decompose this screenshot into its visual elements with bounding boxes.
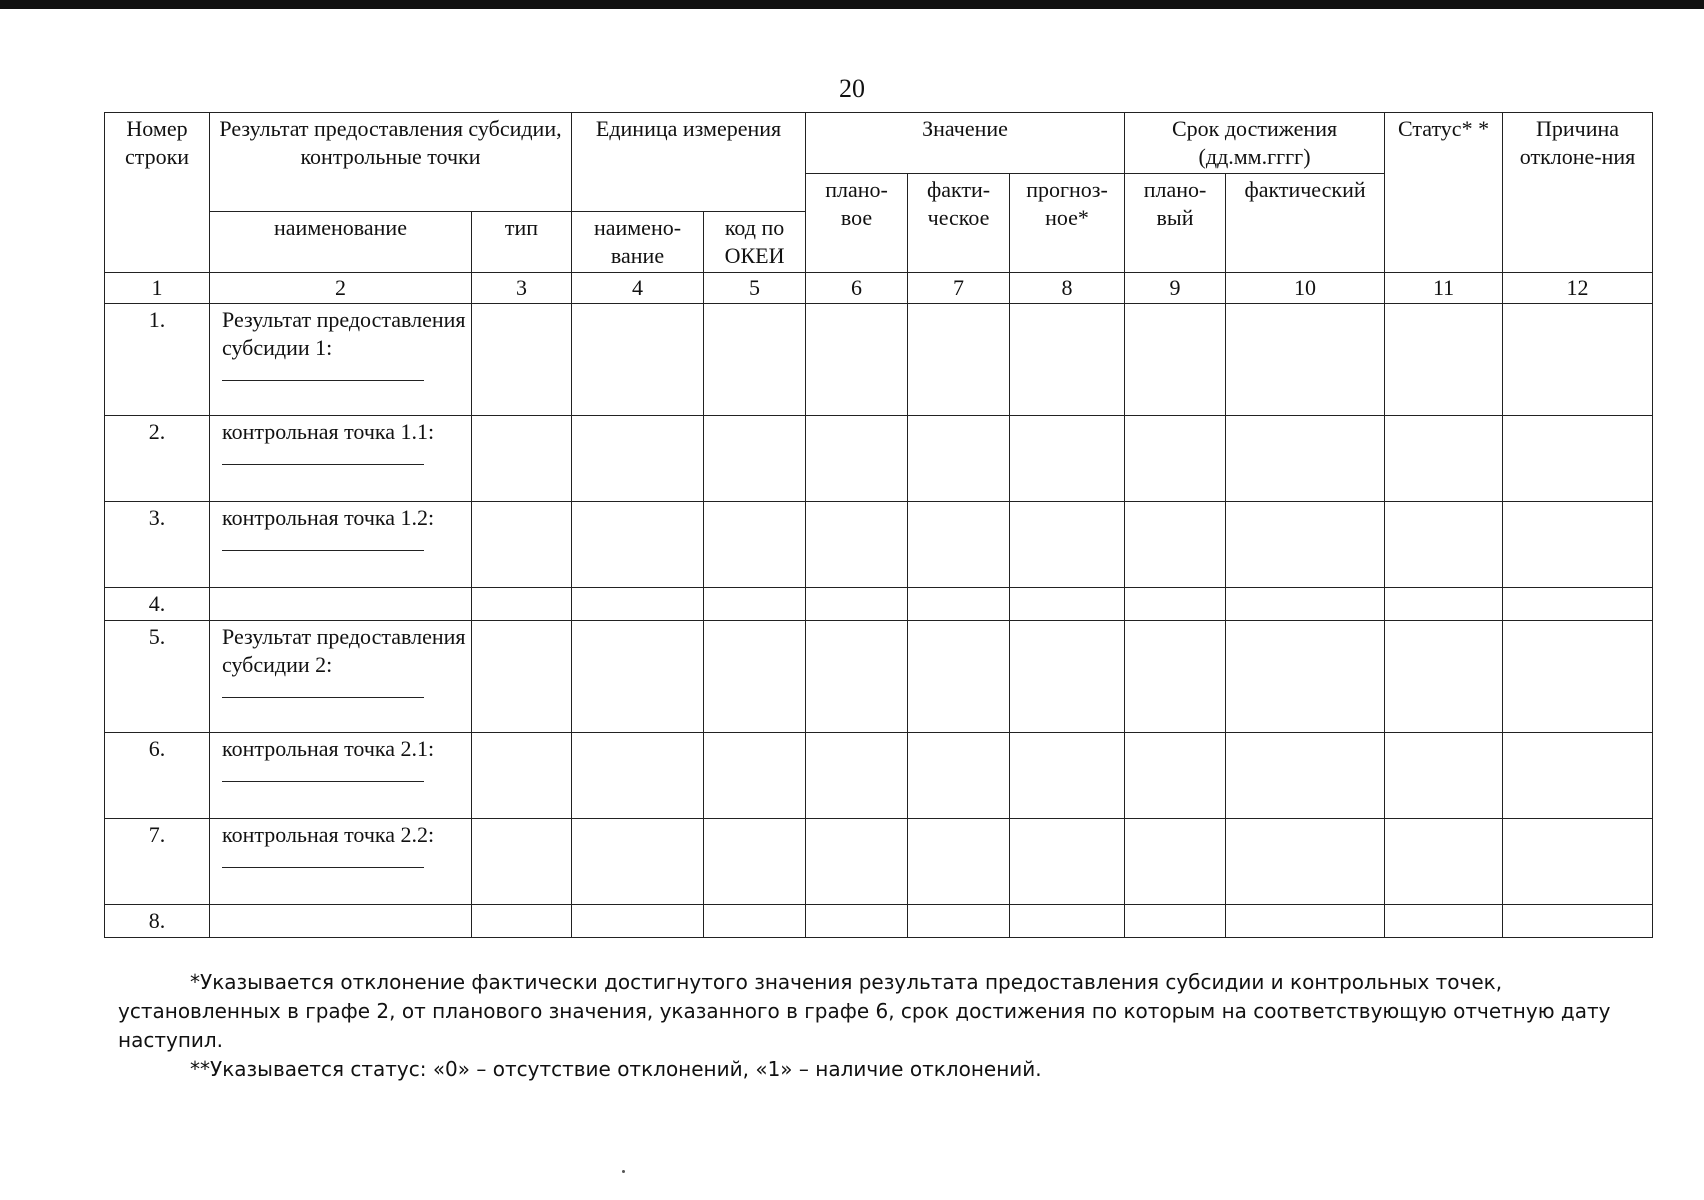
data-cell [1125, 905, 1226, 938]
data-cell [472, 304, 572, 416]
row-number: 8. [105, 905, 210, 938]
data-cell [1385, 819, 1503, 905]
data-cell [572, 502, 704, 588]
data-cell [1010, 621, 1125, 733]
row-label-cell [210, 621, 472, 733]
data-cell [908, 733, 1010, 819]
data-cell [1125, 588, 1226, 621]
row-label [210, 905, 472, 938]
data-cell [908, 416, 1010, 502]
row-label: Результат предоставления субсидии 1: [222, 307, 466, 360]
header-row-number: Номер строки [105, 113, 210, 273]
row-label-cell [210, 416, 472, 502]
data-cell [704, 905, 806, 938]
table-row [105, 588, 1653, 621]
header-unit: Единица измерения [572, 113, 806, 212]
column-number: 1 [105, 273, 210, 304]
data-cell [1226, 304, 1385, 416]
data-cell [1010, 416, 1125, 502]
footnotes [118, 968, 1654, 1084]
data-cell [908, 502, 1010, 588]
data-cell [704, 621, 806, 733]
header-reason: Причина отклоне-ния [1503, 113, 1653, 273]
header-result: Результат предоставления субсидии, контрольные точки [210, 113, 572, 212]
data-cell [1226, 621, 1385, 733]
footnote-deviation: *Указывается отклонение фактически достигнутого значения результата предоставления субсидии и контрольных точек, установленных в графе 2, от планового значения, указанного в графе 6, срок достижения по которым на соответствующую отчетную дату наступил. [118, 970, 1611, 1052]
data-cell [1385, 588, 1503, 621]
data-cell [1503, 304, 1653, 416]
data-cell [1226, 502, 1385, 588]
header-unit-name: наимено-вание [572, 212, 704, 273]
scan-speck [622, 1170, 625, 1173]
data-cell [1503, 819, 1653, 905]
column-number: 4 [572, 273, 704, 304]
data-cell [704, 819, 806, 905]
data-cell [1503, 621, 1653, 733]
data-cell [472, 621, 572, 733]
header-actual: факти-ческое [908, 174, 1010, 273]
data-cell [704, 416, 806, 502]
column-number: 5 [704, 273, 806, 304]
data-cell [806, 588, 908, 621]
data-cell [472, 819, 572, 905]
column-number: 6 [806, 273, 908, 304]
row-number: 2. [105, 416, 210, 502]
data-cell [806, 733, 908, 819]
header-forecast: прогноз-ное* [1010, 174, 1125, 273]
table-row [105, 416, 1653, 502]
data-cell [806, 819, 908, 905]
data-cell [1010, 502, 1125, 588]
data-cell [1503, 588, 1653, 621]
data-cell [806, 905, 908, 938]
data-cell [1010, 304, 1125, 416]
row-label: контрольная точка 1.1: [222, 419, 435, 444]
column-number: 2 [210, 273, 472, 304]
column-number: 7 [908, 273, 1010, 304]
data-cell [572, 733, 704, 819]
data-cell [1226, 819, 1385, 905]
table-row [105, 819, 1653, 905]
data-cell [1125, 819, 1226, 905]
results-table [104, 112, 1653, 938]
data-cell [1125, 304, 1226, 416]
data-cell [572, 588, 704, 621]
fill-in-line [222, 767, 424, 782]
data-cell [1226, 416, 1385, 502]
data-cell [704, 304, 806, 416]
data-cell [806, 621, 908, 733]
data-cell [1125, 621, 1226, 733]
data-cell [1125, 733, 1226, 819]
table-row [105, 621, 1653, 733]
data-cell [1503, 733, 1653, 819]
data-cell [1503, 416, 1653, 502]
row-label-cell [210, 502, 472, 588]
header-value: Значение [806, 113, 1125, 174]
header-deadline-planned: плано-вый [1125, 174, 1226, 273]
data-cell [908, 819, 1010, 905]
row-label: контрольная точка 2.1: [222, 736, 435, 761]
data-cell [908, 588, 1010, 621]
row-number: 6. [105, 733, 210, 819]
row-label: контрольная точка 1.2: [222, 505, 435, 530]
row-label-cell [210, 304, 472, 416]
data-cell [908, 905, 1010, 938]
row-number: 1. [105, 304, 210, 416]
row-label-cell [210, 819, 472, 905]
data-cell [472, 905, 572, 938]
data-cell [1385, 905, 1503, 938]
column-number: 11 [1385, 273, 1503, 304]
row-number: 5. [105, 621, 210, 733]
row-label: Результат предоставления субсидии 2: [222, 624, 466, 677]
data-cell [1503, 905, 1653, 938]
data-cell [1226, 588, 1385, 621]
table-row [105, 304, 1653, 416]
column-number: 12 [1503, 273, 1653, 304]
page-number: 20 [839, 74, 865, 103]
data-cell [806, 416, 908, 502]
data-cell [1385, 416, 1503, 502]
data-cell [704, 502, 806, 588]
data-cell [1010, 588, 1125, 621]
fill-in-line [222, 536, 424, 551]
row-label-cell [210, 733, 472, 819]
column-number: 9 [1125, 273, 1226, 304]
data-cell [1385, 621, 1503, 733]
data-cell [1010, 905, 1125, 938]
data-cell [572, 304, 704, 416]
fill-in-line [222, 366, 424, 381]
row-label [210, 588, 472, 621]
data-cell [572, 621, 704, 733]
fill-in-line [222, 450, 424, 465]
header-status: Статус* * [1385, 113, 1503, 273]
column-number: 10 [1226, 273, 1385, 304]
table-row [105, 502, 1653, 588]
data-cell [572, 905, 704, 938]
data-cell [1385, 304, 1503, 416]
data-cell [704, 588, 806, 621]
data-cell [1010, 819, 1125, 905]
header-okei: код по ОКЕИ [704, 212, 806, 273]
data-cell [1010, 733, 1125, 819]
scan-edge [0, 0, 1704, 9]
data-cell [572, 819, 704, 905]
data-cell [472, 416, 572, 502]
fill-in-line [222, 853, 424, 868]
header-type: тип [472, 212, 572, 273]
data-cell [1503, 502, 1653, 588]
data-cell [908, 304, 1010, 416]
fill-in-line [222, 683, 424, 698]
table-row [105, 905, 1653, 938]
row-number: 3. [105, 502, 210, 588]
data-cell [472, 502, 572, 588]
header-planned: плано-вое [806, 174, 908, 273]
header-deadline-actual: фактический [1226, 174, 1385, 273]
column-number: 8 [1010, 273, 1125, 304]
row-number: 4. [105, 588, 210, 621]
table-row [105, 733, 1653, 819]
column-number-row [105, 273, 1653, 304]
data-cell [1385, 733, 1503, 819]
footnote-status: **Указывается статус: «0» – отсутствие отклонений, «1» – наличие отклонений. [190, 1057, 1042, 1081]
header-deadline: Срок достижения (дд.мм.гггг) [1125, 113, 1385, 174]
data-cell [472, 733, 572, 819]
data-cell [1226, 905, 1385, 938]
data-cell [704, 733, 806, 819]
row-number: 7. [105, 819, 210, 905]
data-cell [806, 304, 908, 416]
data-cell [1226, 733, 1385, 819]
row-label: контрольная точка 2.2: [222, 822, 435, 847]
column-number: 3 [472, 273, 572, 304]
data-cell [1125, 502, 1226, 588]
data-cell [572, 416, 704, 502]
header-name: наименование [210, 212, 472, 273]
data-cell [472, 588, 572, 621]
data-cell [806, 502, 908, 588]
data-cell [908, 621, 1010, 733]
data-cell [1125, 416, 1226, 502]
data-cell [1385, 502, 1503, 588]
